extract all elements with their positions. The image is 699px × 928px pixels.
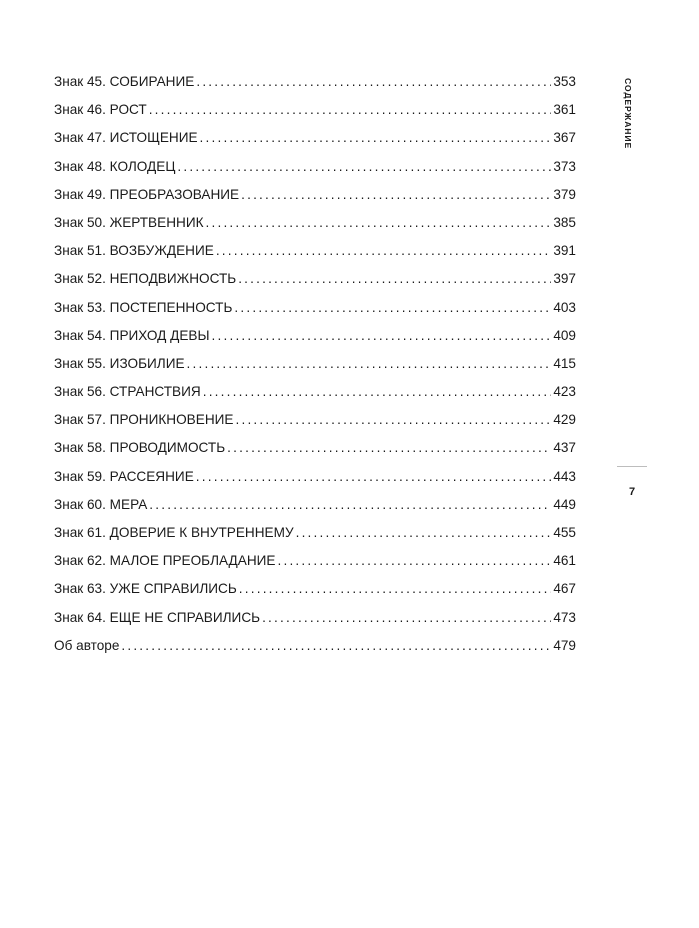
dot-leader <box>203 382 552 402</box>
dot-leader <box>206 213 552 233</box>
toc-entry[interactable] <box>54 551 576 579</box>
toc-entry[interactable] <box>54 382 576 410</box>
toc-entry-page: 353 <box>553 74 576 89</box>
toc-entry-page: 449 <box>553 496 576 512</box>
toc-entry-page: 461 <box>553 553 576 569</box>
toc-entry[interactable] <box>54 100 576 128</box>
dot-leader <box>241 185 551 205</box>
toc-entry-page: 473 <box>553 609 576 625</box>
dot-leader <box>212 326 552 346</box>
toc-entry[interactable] <box>54 608 576 636</box>
toc-entry-title: Знак 64. ЕЩЕ НЕ СПРАВИЛИСЬ <box>54 609 261 625</box>
toc-entry[interactable] <box>54 636 576 664</box>
toc-entry[interactable] <box>54 185 576 213</box>
toc-entry-title: Знак 57. ПРОНИКНОВЕНИЕ <box>54 412 234 428</box>
dot-leader <box>239 579 552 599</box>
toc-entry[interactable] <box>54 128 576 156</box>
dot-leader <box>216 241 552 261</box>
toc-entry[interactable] <box>54 495 576 523</box>
toc-entry-title: Знак 60. МЕРА <box>54 496 148 512</box>
toc-entry-page: 423 <box>553 384 576 400</box>
toc-entry-title: Знак 47. ИСТОЩЕНИЕ <box>54 130 198 146</box>
toc-entry[interactable] <box>54 72 576 100</box>
toc-entry-title: Знак 51. ВОЗБУЖДЕНИЕ <box>54 243 214 259</box>
toc-entry-page: 443 <box>553 468 576 484</box>
toc-entry-title: Знак 45. СОБИРАНИЕ <box>54 74 195 89</box>
dot-leader <box>149 100 552 120</box>
toc-entry-page: 403 <box>553 299 576 315</box>
toc-entry[interactable] <box>54 579 576 607</box>
dot-leader <box>277 551 551 571</box>
toc-entry-page: 429 <box>553 412 576 428</box>
toc-entry[interactable] <box>54 213 576 241</box>
toc-entry[interactable] <box>54 354 576 382</box>
toc-entry-title: Знак 48. КОЛОДЕЦ <box>54 158 176 174</box>
toc-entry-page: 373 <box>553 158 576 174</box>
toc-entry-title: Знак 56. СТРАНСТВИЯ <box>54 384 201 400</box>
dot-leader <box>121 636 551 656</box>
dot-leader <box>187 354 552 374</box>
toc-entry[interactable] <box>54 410 576 438</box>
toc-entry-page: 455 <box>553 525 576 540</box>
toc-entry-title: Знак 63. УЖЕ СПРАВИЛИСЬ <box>54 581 237 597</box>
dot-leader <box>200 128 552 148</box>
toc-entry-page: 409 <box>553 327 576 343</box>
toc-entry-title: Знак 54. ПРИХОД ДЕВЫ <box>54 327 210 343</box>
dot-leader <box>177 157 551 177</box>
toc-entry-title: Знак 50. ЖЕРТВЕННИК <box>54 214 204 230</box>
toc-entry[interactable] <box>54 467 576 495</box>
toc-entry-page: 415 <box>553 355 576 371</box>
dot-leader <box>196 467 552 487</box>
toc-entry-title: Об авторе <box>54 637 120 653</box>
toc-entry-page: 385 <box>553 214 576 230</box>
dot-leader <box>296 523 552 543</box>
dot-leader <box>234 298 551 318</box>
toc-entry[interactable] <box>54 523 576 551</box>
toc-entry-page: 397 <box>553 271 576 287</box>
running-head: СОДЕРЖАНИЕ <box>623 78 633 150</box>
toc-entry-page: 437 <box>553 440 576 456</box>
toc-entry-title: Знак 53. ПОСТЕПЕННОСТЬ <box>54 299 233 315</box>
toc-entry-title: Знак 55. ИЗОБИЛИЕ <box>54 355 185 371</box>
toc-entry-page: 367 <box>553 130 576 146</box>
toc-entry-page: 467 <box>553 581 576 597</box>
dot-leader <box>262 608 551 628</box>
toc-entry-title: Знак 46. РОСТ <box>54 102 147 118</box>
toc-entry-title: Знак 59. РАССЕЯНИЕ <box>54 468 194 484</box>
toc-entry-title: Знак 61. ДОВЕРИЕ К ВНУТРЕННЕМУ <box>54 525 294 540</box>
toc-entry[interactable] <box>54 326 576 354</box>
toc-entry-page: 391 <box>553 243 576 259</box>
dot-leader <box>238 269 551 289</box>
dot-leader <box>196 72 551 92</box>
toc-entry[interactable] <box>54 438 576 466</box>
toc-entry-title: Знак 49. ПРЕОБРАЗОВАНИЕ <box>54 186 240 202</box>
toc-entry[interactable] <box>54 269 576 297</box>
toc-entry[interactable] <box>54 241 576 269</box>
toc-entry[interactable] <box>54 157 576 185</box>
dot-leader <box>149 495 551 515</box>
toc-entry-title: Знак 58. ПРОВОДИМОСТЬ <box>54 440 226 456</box>
dot-leader <box>227 438 551 458</box>
toc-entry-title: Знак 62. МАЛОЕ ПРЕОБЛАДАНИЕ <box>54 553 276 569</box>
page-number: 7 <box>628 486 636 498</box>
folio-divider <box>617 466 647 467</box>
toc-entry[interactable] <box>54 298 576 326</box>
toc-entry-page: 361 <box>553 102 576 118</box>
dot-leader <box>235 410 551 430</box>
toc-entry-page: 479 <box>553 637 576 653</box>
table-of-contents <box>54 72 576 664</box>
toc-entry-page: 379 <box>553 186 576 202</box>
toc-entry-title: Знак 52. НЕПОДВИЖНОСТЬ <box>54 271 237 287</box>
